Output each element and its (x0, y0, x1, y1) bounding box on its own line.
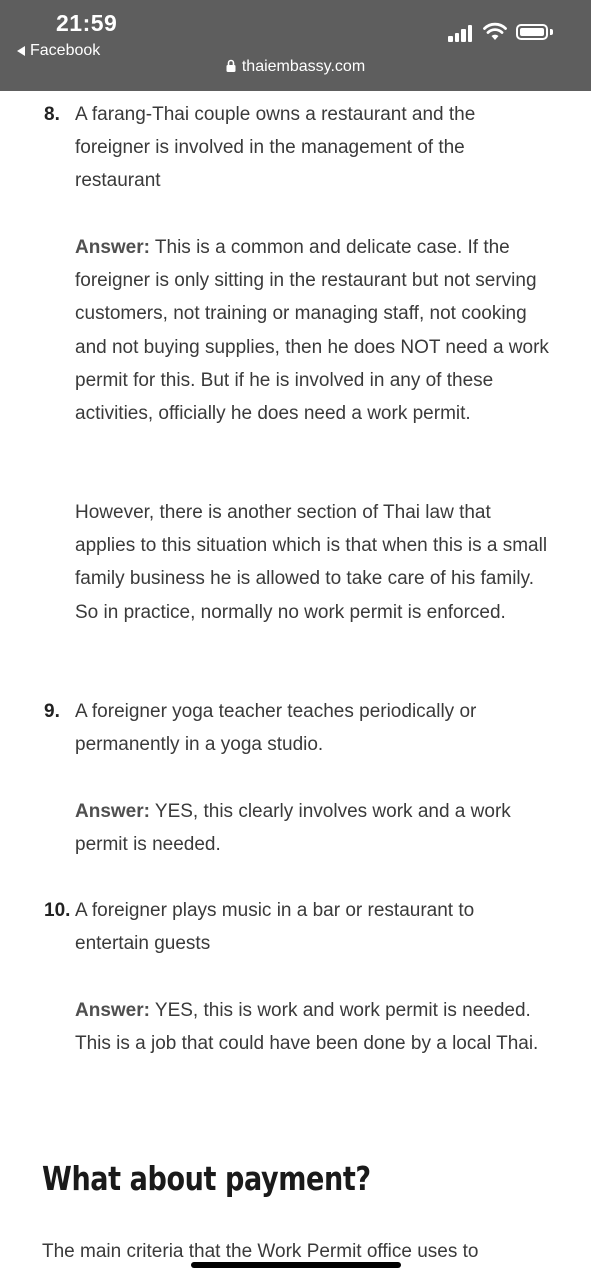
item-number: 10. (44, 900, 71, 921)
section-heading: What about payment? (42, 1159, 371, 1198)
item-number: 9. (44, 701, 60, 722)
url-text: thaiembassy.com (241, 58, 366, 75)
item-question: A farang-Thai couple owns a restaurant and the foreigner is involved in the management of the restaurant (75, 104, 476, 192)
article-content (0, 91, 591, 1280)
answer-text: YES, this is work and work permit is needed. This is a job that could have been done by a local Thai. (75, 1000, 539, 1055)
battery-icon (516, 24, 548, 40)
wifi-icon (483, 22, 507, 41)
item-question: A foreigner plays music in a bar or restaurant to entertain guests (75, 900, 475, 955)
item-answer (75, 994, 553, 1060)
address-bar[interactable] (0, 58, 591, 76)
item-number: 8. (44, 104, 60, 125)
item-answer (75, 231, 553, 430)
item-answer (75, 795, 553, 861)
lock-icon (226, 59, 236, 72)
answer-label: Answer: (75, 237, 150, 258)
home-indicator[interactable] (191, 1262, 401, 1268)
answer-label: Answer: (75, 801, 150, 822)
body-paragraph: The main criteria that the Work Permit office uses to (42, 1241, 479, 1262)
item-extra-paragraph: However, there is another section of Thai law that applies to this situation which is that when this is a small family business he is allowed to take care of his family. So in practice, normally no work permit is enforced. (75, 502, 548, 623)
back-app-label: Facebook (30, 42, 101, 59)
answer-text: YES, this clearly involves work and a work permit is needed. (75, 801, 511, 856)
back-arrow-icon (17, 46, 25, 56)
answer-text: This is a common and delicate case. If the foreigner is only sitting in the restaurant but not serving customers, not training or managing staff, not cooking and not buying supplies, then he does NOT need a work permit for this. But if he is involved in any of these activities, officially he does need a work permit. (75, 237, 549, 425)
answer-label: Answer: (75, 1000, 150, 1021)
battery-nub (550, 29, 553, 35)
status-time: 21:59 (56, 10, 118, 36)
status-bar (0, 0, 591, 91)
item-question: A foreigner yoga teacher teaches periodically or permanently in a yoga studio. (75, 701, 477, 756)
cellular-signal-icon (448, 24, 476, 42)
